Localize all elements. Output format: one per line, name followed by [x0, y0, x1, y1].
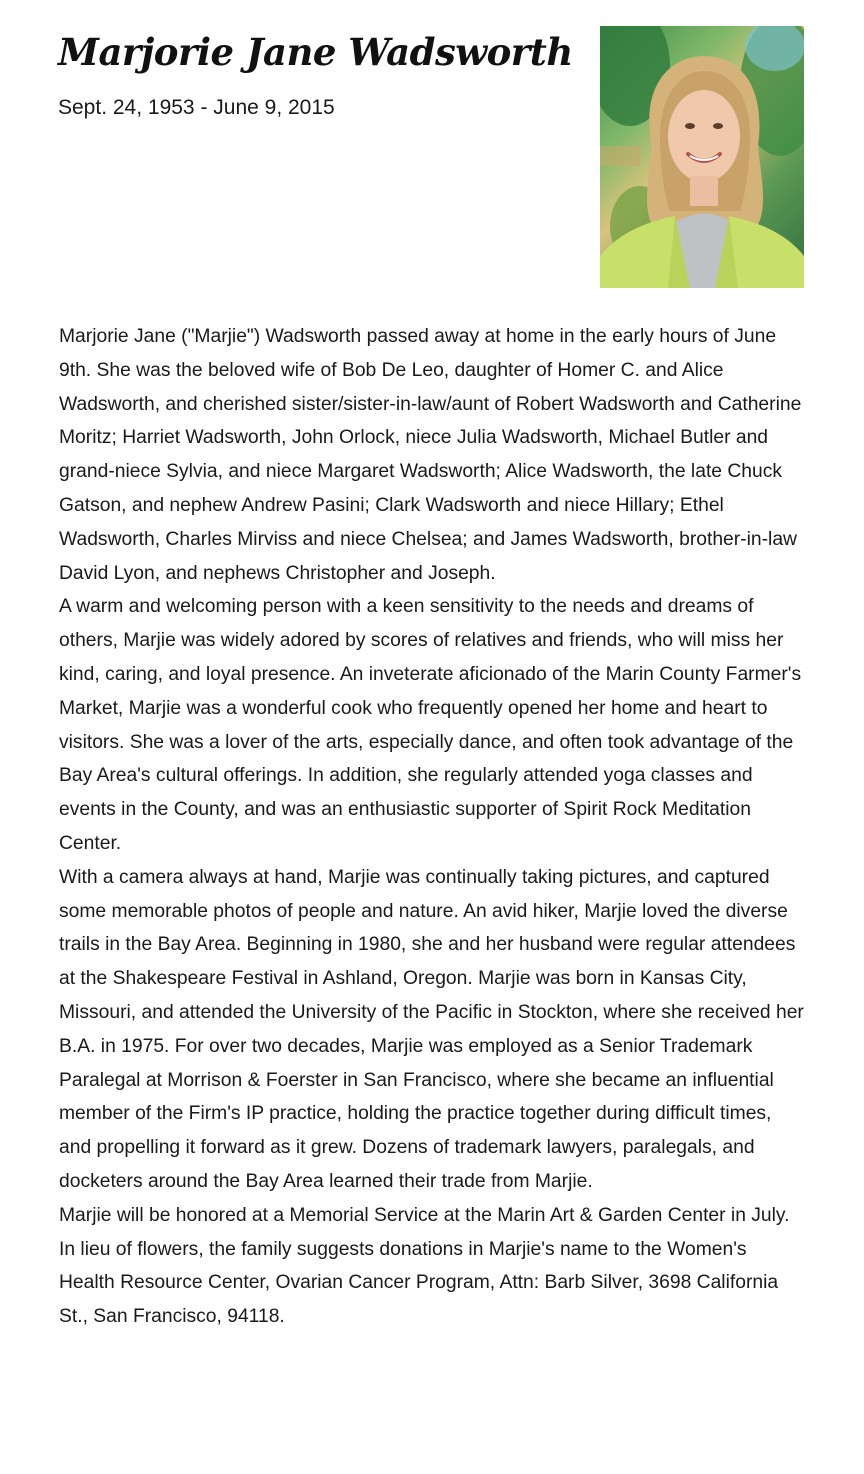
paragraph-personality: A warm and welcoming person with a keen sensitivity to the needs and dreams of others, Marjie was widely adored by scores of relatives and friends, who will miss her kind, caring, and loyal presence. An inveterate aficionado of the Marin County Farmer's Market, Marjie was a wonderful cook who frequently opened her home and heart to visitors. She was a lover of the arts, especially dance, and often took advantage of the Bay Area's cultural offerings. In addition, she regularly attended yoga classes and events in the County, and was an enthusiastic supporter of Spirit Rock Meditation Center. — [59, 596, 802, 854]
obituary-name: Marjorie Jane Wadsworth — [58, 30, 573, 74]
obituary-text — [59, 320, 807, 1334]
life-dates: Sept. 24, 1953 - June 9, 2015 — [58, 96, 335, 119]
paragraph-memorial: Marjie will be honored at a Memorial Service at the Marin Art & Garden Center in July. In lieu of flowers, the family suggests donations in Marjie's name to the Women's Health Resource Center, Ovarian Cancer Program, Attn: Barb Silver, 3698 California St., San Francisco, 94118. — [59, 1204, 790, 1328]
paragraph-career: With a camera always at hand, Marjie was continually taking pictures, and captured some memorable photos of people and nature. An avid hiker, Marjie loved the diverse trails in the Bay Area. Beginning in 1980, she and her husband were regular attendees at the Shakespeare Festival in Ashland, Oregon. Marjie was born in Kansas City, Missouri, and attended the University of the Pacific in Stockton, where she received her B.A. in 1975. For over two decades, Marjie was employed as a Senior Trademark Paralegal at Morrison & Foerster in San Francisco, where she became an influential member of the Firm's IP practice, holding the practice together during difficult times, and propelling it forward as it grew. Dozens of trademark lawyers, paralegals, and docketers around the Bay Area learned their trade from Marjie. — [59, 866, 804, 1192]
portrait-photo — [600, 26, 804, 288]
paragraph-family: Marjorie Jane ("Marjie") Wadsworth passed away at home in the early hours of June 9th. She was the beloved wife of Bob De Leo, daughter of Homer C. and Alice Wadsworth, and cherished sister/sister-in-law/aunt of Robert Wadsworth and Catherine Moritz; Harriet Wadsworth, John Orlock, niece Julia Wadsworth, Michael Butler and grand-niece Sylvia, and niece Margaret Wadsworth; Alice Wadsworth, the late Chuck Gatson, and nephew Andrew Pasini; Clark Wadsworth and niece Hillary; Ethel Wadsworth, Charles Mirviss and niece Chelsea; and James Wadsworth, brother-in-law David Lyon, and nephews Christopher and Joseph. — [59, 326, 802, 584]
portrait-photo-icon — [600, 26, 804, 288]
